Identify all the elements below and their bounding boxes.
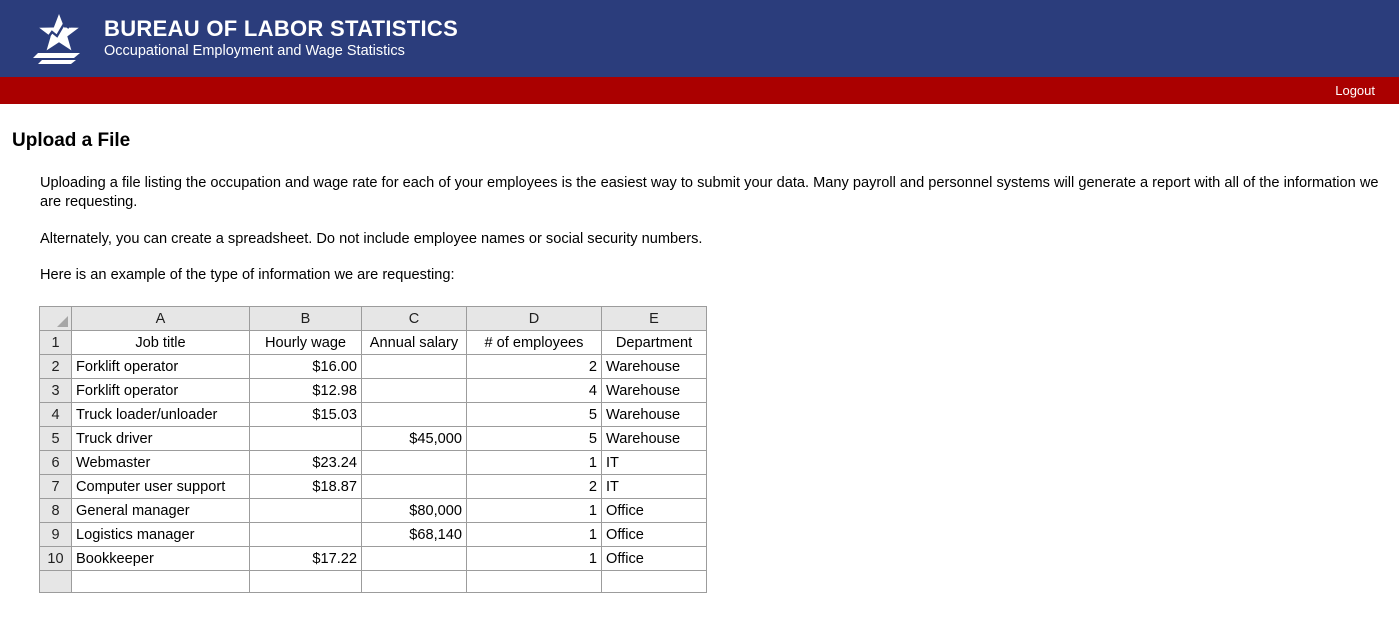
row-number-8: 8 (40, 499, 72, 523)
cell-a2: Forklift operator (72, 355, 250, 379)
table-row (40, 331, 707, 355)
cell-a4: Truck loader/unloader (72, 403, 250, 427)
select-all-corner (40, 307, 72, 331)
cell-d11 (467, 571, 602, 593)
table-row (40, 451, 707, 475)
cell-b9 (250, 523, 362, 547)
cell-d8: 1 (467, 499, 602, 523)
row-number-9: 9 (40, 523, 72, 547)
cell-e2: Warehouse (602, 355, 707, 379)
cell-c6 (362, 451, 467, 475)
cell-d6: 1 (467, 451, 602, 475)
cell-b5 (250, 427, 362, 451)
cell-e8: Office (602, 499, 707, 523)
table-row (40, 499, 707, 523)
row-number-10: 10 (40, 547, 72, 571)
cell-c4 (362, 403, 467, 427)
row-number-3: 3 (40, 379, 72, 403)
row-number-blank (40, 571, 72, 593)
main-content (0, 130, 1399, 593)
cell-e6: IT (602, 451, 707, 475)
intro-paragraph-2: Alternately, you can create a spreadsheet. Do not include employee names or social security numbers. (40, 230, 703, 247)
row-number-2: 2 (40, 355, 72, 379)
cell-c7 (362, 475, 467, 499)
cell-c5: $45,000 (362, 427, 467, 451)
cell-a7: Computer user support (72, 475, 250, 499)
logout-link[interactable]: Logout (1335, 83, 1375, 98)
cell-b10: $17.22 (250, 547, 362, 571)
cell-b2: $16.00 (250, 355, 362, 379)
column-letter-row (40, 307, 707, 331)
cell-b3: $12.98 (250, 379, 362, 403)
spreadsheet-table (39, 306, 707, 593)
cell-b1: Hourly wage (250, 331, 362, 355)
cell-a5: Truck driver (72, 427, 250, 451)
cell-e3: Warehouse (602, 379, 707, 403)
cell-a6: Webmaster (72, 451, 250, 475)
cell-a8: General manager (72, 499, 250, 523)
example-spreadsheet-image (39, 306, 740, 593)
table-row (40, 427, 707, 451)
cell-c11 (362, 571, 467, 593)
cell-a10: Bookkeeper (72, 547, 250, 571)
cell-d1: # of employees (467, 331, 602, 355)
site-header (0, 0, 1399, 77)
cell-b11 (250, 571, 362, 593)
table-row (40, 403, 707, 427)
cell-e11 (602, 571, 707, 593)
cell-e4: Warehouse (602, 403, 707, 427)
cell-c2 (362, 355, 467, 379)
row-number-6: 6 (40, 451, 72, 475)
cell-e10: Office (602, 547, 707, 571)
table-row (40, 571, 707, 593)
cell-d2: 2 (467, 355, 602, 379)
table-row (40, 547, 707, 571)
page-title: Upload a File (12, 130, 131, 151)
column-letter-d: D (467, 307, 602, 331)
cell-d10: 1 (467, 547, 602, 571)
cell-c3 (362, 379, 467, 403)
cell-e9: Office (602, 523, 707, 547)
cell-a9: Logistics manager (72, 523, 250, 547)
cell-b6: $23.24 (250, 451, 362, 475)
row-number-7: 7 (40, 475, 72, 499)
cell-b4: $15.03 (250, 403, 362, 427)
cell-d4: 5 (467, 403, 602, 427)
intro-paragraph-3: Here is an example of the type of information we are requesting: (40, 266, 455, 283)
column-letter-c: C (362, 307, 467, 331)
cell-e7: IT (602, 475, 707, 499)
cell-d7: 2 (467, 475, 602, 499)
header-title-block (104, 17, 458, 60)
table-row (40, 355, 707, 379)
table-row (40, 475, 707, 499)
cell-e1: Department (602, 331, 707, 355)
table-row (40, 523, 707, 547)
bls-star-icon (30, 13, 88, 65)
table-row (40, 379, 707, 403)
cell-a11 (72, 571, 250, 593)
column-letter-b: B (250, 307, 362, 331)
cell-a3: Forklift operator (72, 379, 250, 403)
agency-title: BUREAU OF LABOR STATISTICS (104, 15, 459, 41)
cell-b8 (250, 499, 362, 523)
column-letter-e: E (602, 307, 707, 331)
program-subtitle: Occupational Employment and Wage Statistics (104, 43, 405, 60)
intro-paragraph-1: Uploading a file listing the occupation and wage rate for each of your employees is the easiest way to submit your data. Many payroll and personnel systems will generate a report with all of the information we are requesting. (40, 175, 1379, 211)
cell-d9: 1 (467, 523, 602, 547)
row-number-4: 4 (40, 403, 72, 427)
row-number-1: 1 (40, 331, 72, 355)
cell-c1: Annual salary (362, 331, 467, 355)
utility-nav-bar (0, 77, 1399, 104)
cell-a1: Job title (72, 331, 250, 355)
cell-e5: Warehouse (602, 427, 707, 451)
row-number-5: 5 (40, 427, 72, 451)
cell-d5: 5 (467, 427, 602, 451)
cell-d3: 4 (467, 379, 602, 403)
cell-c8: $80,000 (362, 499, 467, 523)
cell-c10 (362, 547, 467, 571)
cell-b7: $18.87 (250, 475, 362, 499)
column-letter-a: A (72, 307, 250, 331)
cell-c9: $68,140 (362, 523, 467, 547)
